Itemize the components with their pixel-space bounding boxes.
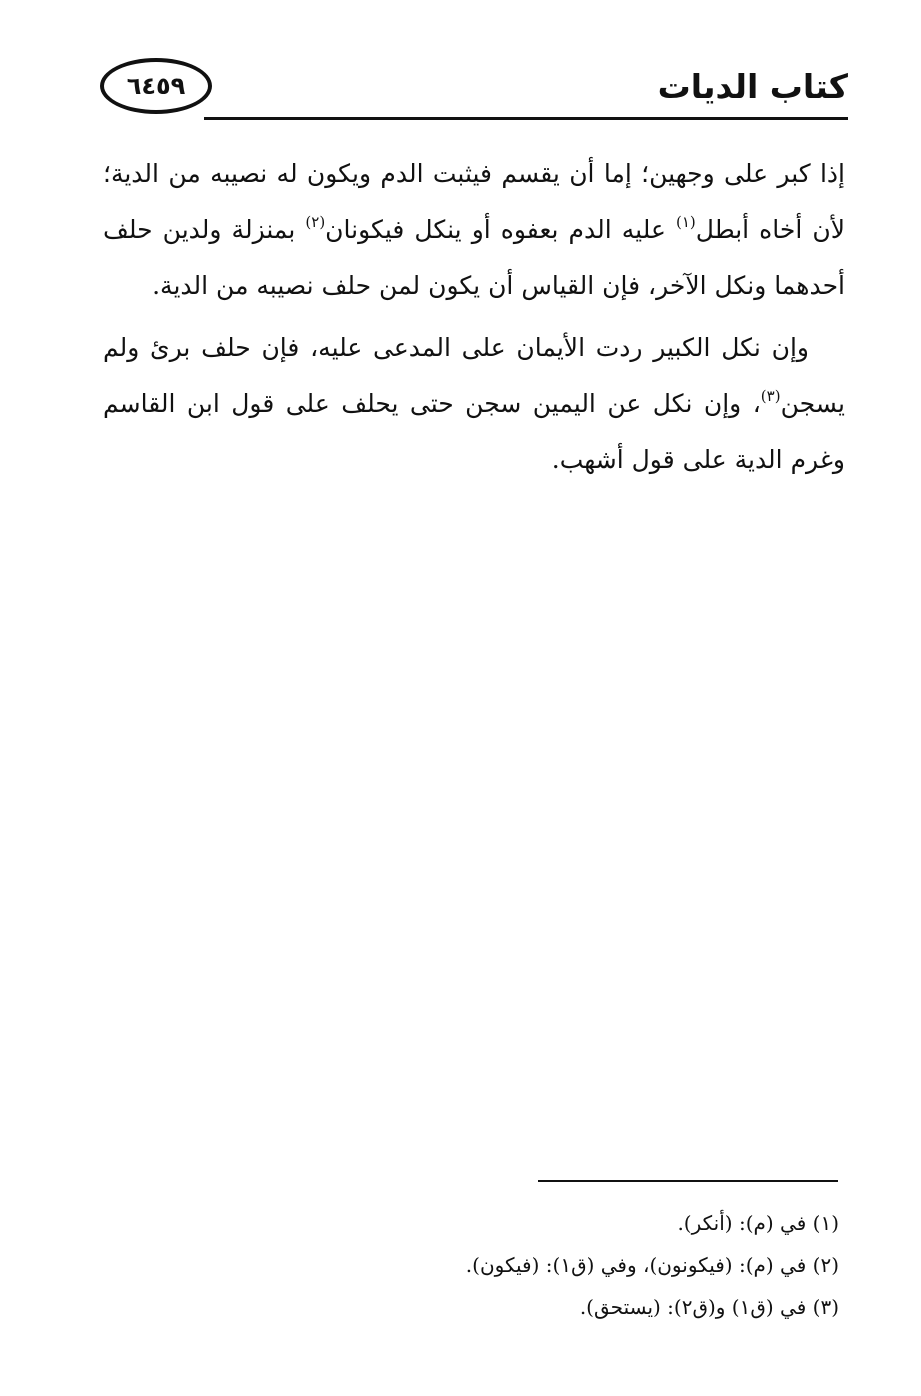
text-segment: ، وإن نكل عن اليمين سجن حتى يحلف على قول ابن القاسم وغرم الدية على قول أشهب. — [103, 389, 845, 474]
footnote-ref-3: (٣) — [760, 387, 781, 405]
page-number: ٦٤٥٩ — [126, 72, 186, 100]
footnotes — [99, 1202, 839, 1328]
footnote-3: (٣) في (ق١) و(ق٢): (يستحق). — [579, 1295, 839, 1319]
footnote-ref-1: (١) — [675, 213, 696, 231]
text-segment: بمنزلة ولدين حلف أحدهما ونكل الآخر، فإن القياس أن يكون لمن حلف نصيبه من الدية. — [103, 215, 845, 300]
paragraph-1 — [103, 146, 845, 314]
text-segment: وإن نكل الكبير ردت الأيمان على المدعى عليه، فإن حلف برئ ولم يسجن — [103, 333, 845, 418]
paragraph-2 — [103, 320, 845, 488]
page-header — [100, 48, 848, 126]
header-rule — [204, 117, 848, 120]
footnote-separator — [538, 1180, 838, 1182]
footnote-2: (٢) في (م): (فيكونون)، وفي (ق١): (فيكون). — [465, 1253, 839, 1277]
footnote-ref-2: (٢) — [305, 213, 326, 231]
footnote-1: (١) في (م): (أنكر). — [677, 1211, 839, 1235]
text-segment: عليه الدم بعفوه أو ينكل فيكونان — [325, 215, 676, 244]
text-segment: إذا كبر على وجهين؛ إما أن يقسم فيثبت الدم ويكون له نصيبه من الدية؛ لأن أخاه أبطل — [103, 159, 845, 244]
main-text — [103, 146, 845, 494]
chapter-title: كتاب الديات — [657, 67, 848, 106]
page-number-badge — [100, 58, 212, 114]
